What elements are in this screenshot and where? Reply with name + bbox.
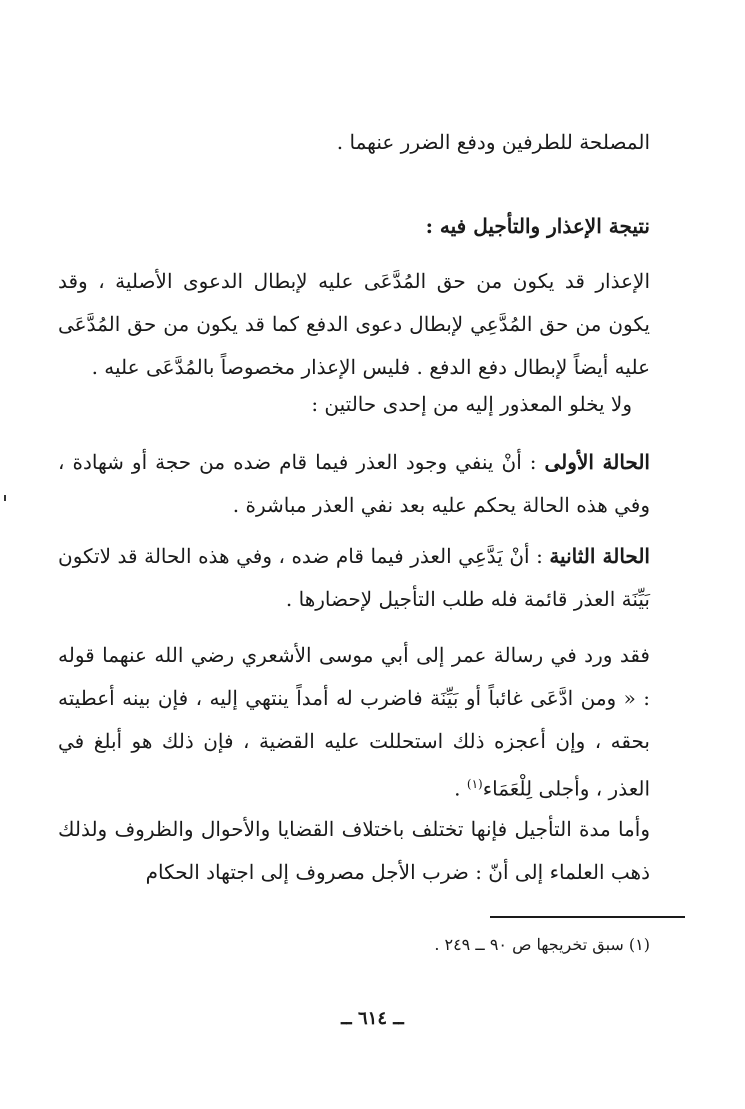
margin-mark xyxy=(4,495,6,501)
case-two-paragraph xyxy=(58,535,650,621)
page-number: ــ ٦١٤ ــ xyxy=(341,1008,404,1029)
footnote-divider xyxy=(490,916,685,918)
footnote: (١) سبق تخريجها ص ٩٠ ــ ٢٤٩ . xyxy=(434,935,650,954)
duration-paragraph: وأما مدة التأجيل فإنها تختلف باختلاف القضايا والأحوال والظروف ولذلك ذهب العلماء إلى أنّ : ضرب الأجل مصروف إلى اجتهاد الحكام xyxy=(58,817,650,884)
quotation-paragraph xyxy=(58,634,650,811)
case-two-label: الحالة الثانية xyxy=(549,544,650,568)
case-one-paragraph xyxy=(58,441,650,527)
case-one-text: : أنْ ينفي وجود العذر فيما قام ضده من حجة أو شهادة ، وفي هذه الحالة يحكم عليه بعد نفي العذر مباشرة . xyxy=(58,450,650,517)
section-heading: نتيجة الإعذار والتأجيل فيه : xyxy=(425,214,650,238)
case-one-label: الحالة الأولى xyxy=(544,450,650,474)
paragraph-iadhar: الإعذار قد يكون من حق المُدَّعَى عليه لإبطال الدعوى الأصلية ، وقد يكون من حق المُدَّعِي لإبطال دعوى الدفع كما قد يكون من حق المُدَّعَى عليه أيضاً لإبطال دفع الدفع . فليس الإعذار مخصوصاً بالمُدَّعَى عليه . xyxy=(58,269,651,379)
quotation-text: فقد ورد في رسالة عمر إلى أبي موسى الأشعري رضي الله عنهما قوله : « ومن ادَّعَى غائباً أو بَيِّنَة فاضرب له أمداً ينتهي إليه ، فإن بينه أعطيته بحقه ، وإن أعجزه ذلك استحللت عليه القضية ، فإن ذلك هو أبلغ في العذر ، وأجلى لِلْعَمَاء xyxy=(58,643,650,801)
paragraph-two-cases: ولا يخلو المعذور إليه من إحدى حالتين : xyxy=(311,392,632,416)
intro-line: المصلحة للطرفين ودفع الضرر عنهما . xyxy=(336,130,650,154)
case-two-text: : أنْ يَدَّعِي العذر فيما قام ضده ، وفي هذه الحالة قد لاتكون بَيِّنَة العذر قائمة فله طلب التأجيل لإحضارها . xyxy=(58,544,650,611)
footnote-reference: (١) xyxy=(466,777,483,791)
quotation-end: . xyxy=(454,776,467,801)
